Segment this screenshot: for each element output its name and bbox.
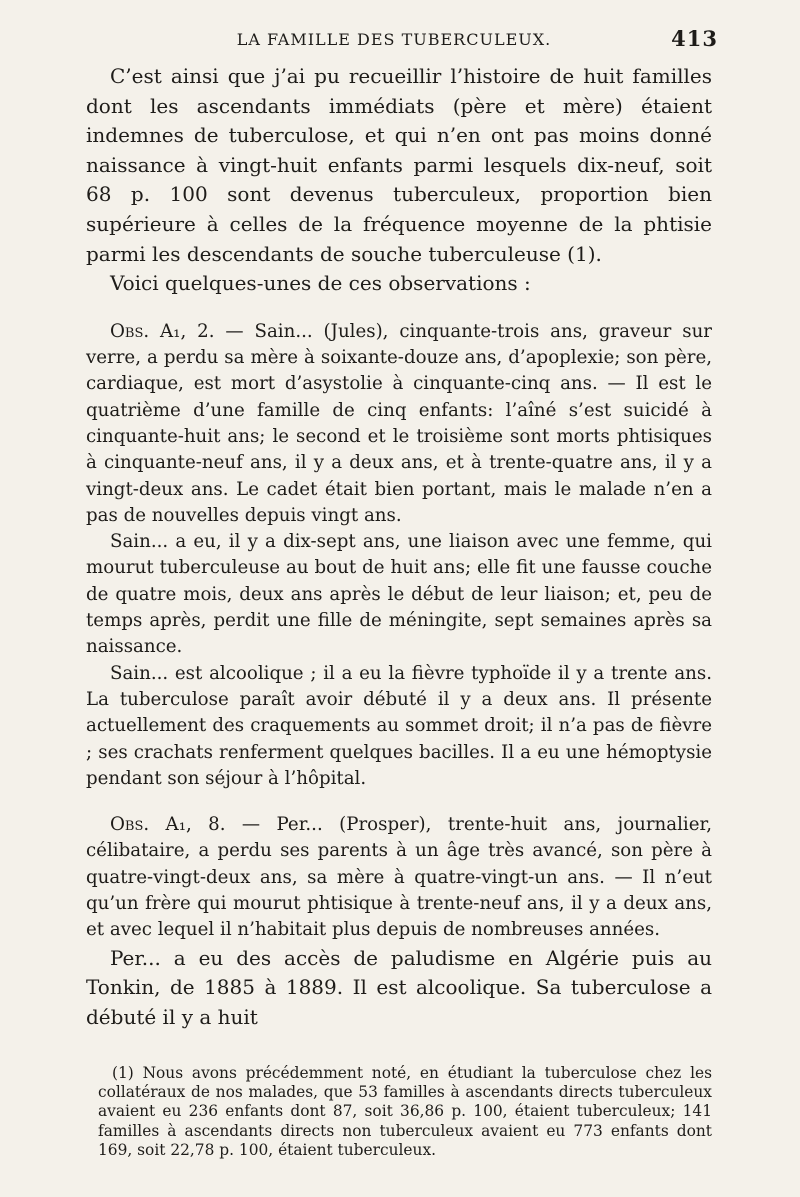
main-text <box>86 62 712 299</box>
page-number: 413 <box>671 26 718 51</box>
observation-1-paragraph-1 <box>86 319 712 529</box>
observation-1 <box>86 319 712 792</box>
observation-2 <box>86 812 712 1032</box>
observation-2-paragraph-1 <box>86 812 712 943</box>
observation-1-label: Obs. A₁, 2. <box>110 320 215 342</box>
running-title: LA FAMILLE DES TUBERCULEUX. <box>236 30 552 49</box>
observation-2-label: Obs. A₁, 8. <box>110 814 226 836</box>
observation-2-paragraph-2: Per... a eu des accès de paludisme en Algérie puis au Tonkin, de 1885 à 1889. Il est alcoolique. Sa tuberculose a débuté il y a huit <box>86 945 712 1029</box>
observation-2-text: — Per... (Prosper), trente-huit ans, journalier, célibataire, a perdu ses parents à un âge très avancé, son père à quatre-vingt-deux ans, sa mère à quatre-vingt-un ans. — Il n’eut qu’un frère qui mourut phtisique à trente-neuf ans, il y a deux ans, et avec lequel il n’habitait plus depuis de nombreuses années. <box>86 814 712 941</box>
footnote-text: (1) Nous avons précédemment noté, en étudiant la tuberculose chez les collatéraux de nos malades, que 53 familles à ascendants directs tuberculeux avaient eu 236 enfants dont 87, soit 36,86 p. 100, étaient tuberculeux; 141 familles à ascendants directs non tuberculeux avaient eu 773 enfants dont 169, soit 22,78 p. 100, étaient tuberculeux. <box>98 1064 712 1159</box>
intro-paragraph-1: C’est ainsi que j’ai pu recueillir l’histoire de huit familles dont les ascendants immédiats (père et mère) étaient indemnes de tuberculose, et qui n’en ont pas moins donné naissance à vingt-huit enfants parmi lesquels dix-neuf, soit 68 p. 100 sont devenus tuberculeux, proportion bien supérieure à celles de la fréquence moyenne de la phtisie parmi les descendants de souche tuberculeuse (1). <box>86 64 712 266</box>
observation-1-paragraph-2: Sain... a eu, il y a dix-sept ans, une liaison avec une femme, qui mourut tuberculeuse au bout de huit ans; elle fit une fausse couche de quatre mois, deux ans après le début de leur liaison; et, peu de temps après, perdit une fille de méningite, sept semaines après sa naissance. <box>86 531 712 658</box>
intro-paragraph-2: Voici quelques-unes de ces observations : <box>110 271 531 296</box>
running-head <box>86 26 718 62</box>
observation-1-paragraph-3: Sain... est alcoolique ; il a eu la fièvre typhoïde il y a trente ans. La tuberculose paraît avoir débuté il y a deux ans. Il présente actuellement des craquements au sommet droit; il n’a pas de fièvre ; ses crachats renferment quelques bacilles. Il a eu une hémoptysie pendant son séjour à l’hôpital. <box>86 662 712 789</box>
observation-1-text: — Sain... (Jules), cinquante-trois ans, graveur sur verre, a perdu sa mère à soixante-douze ans, d’apoplexie; son père, cardiaque, est mort d’asystolie à cinquante-cinq ans. — Il est le quatrième d’une famille de cinq enfants: l’aîné s’est suicidé à cinquante-huit ans; le second et le troisième sont morts phtisiques à cinquante-neuf ans, il y a deux ans, et à trente-quatre ans, il y a vingt-deux ans. Le cadet était bien portant, mais le malade n’en a pas de nouvelles depuis vingt ans. <box>86 320 712 526</box>
footnote <box>98 1064 712 1160</box>
